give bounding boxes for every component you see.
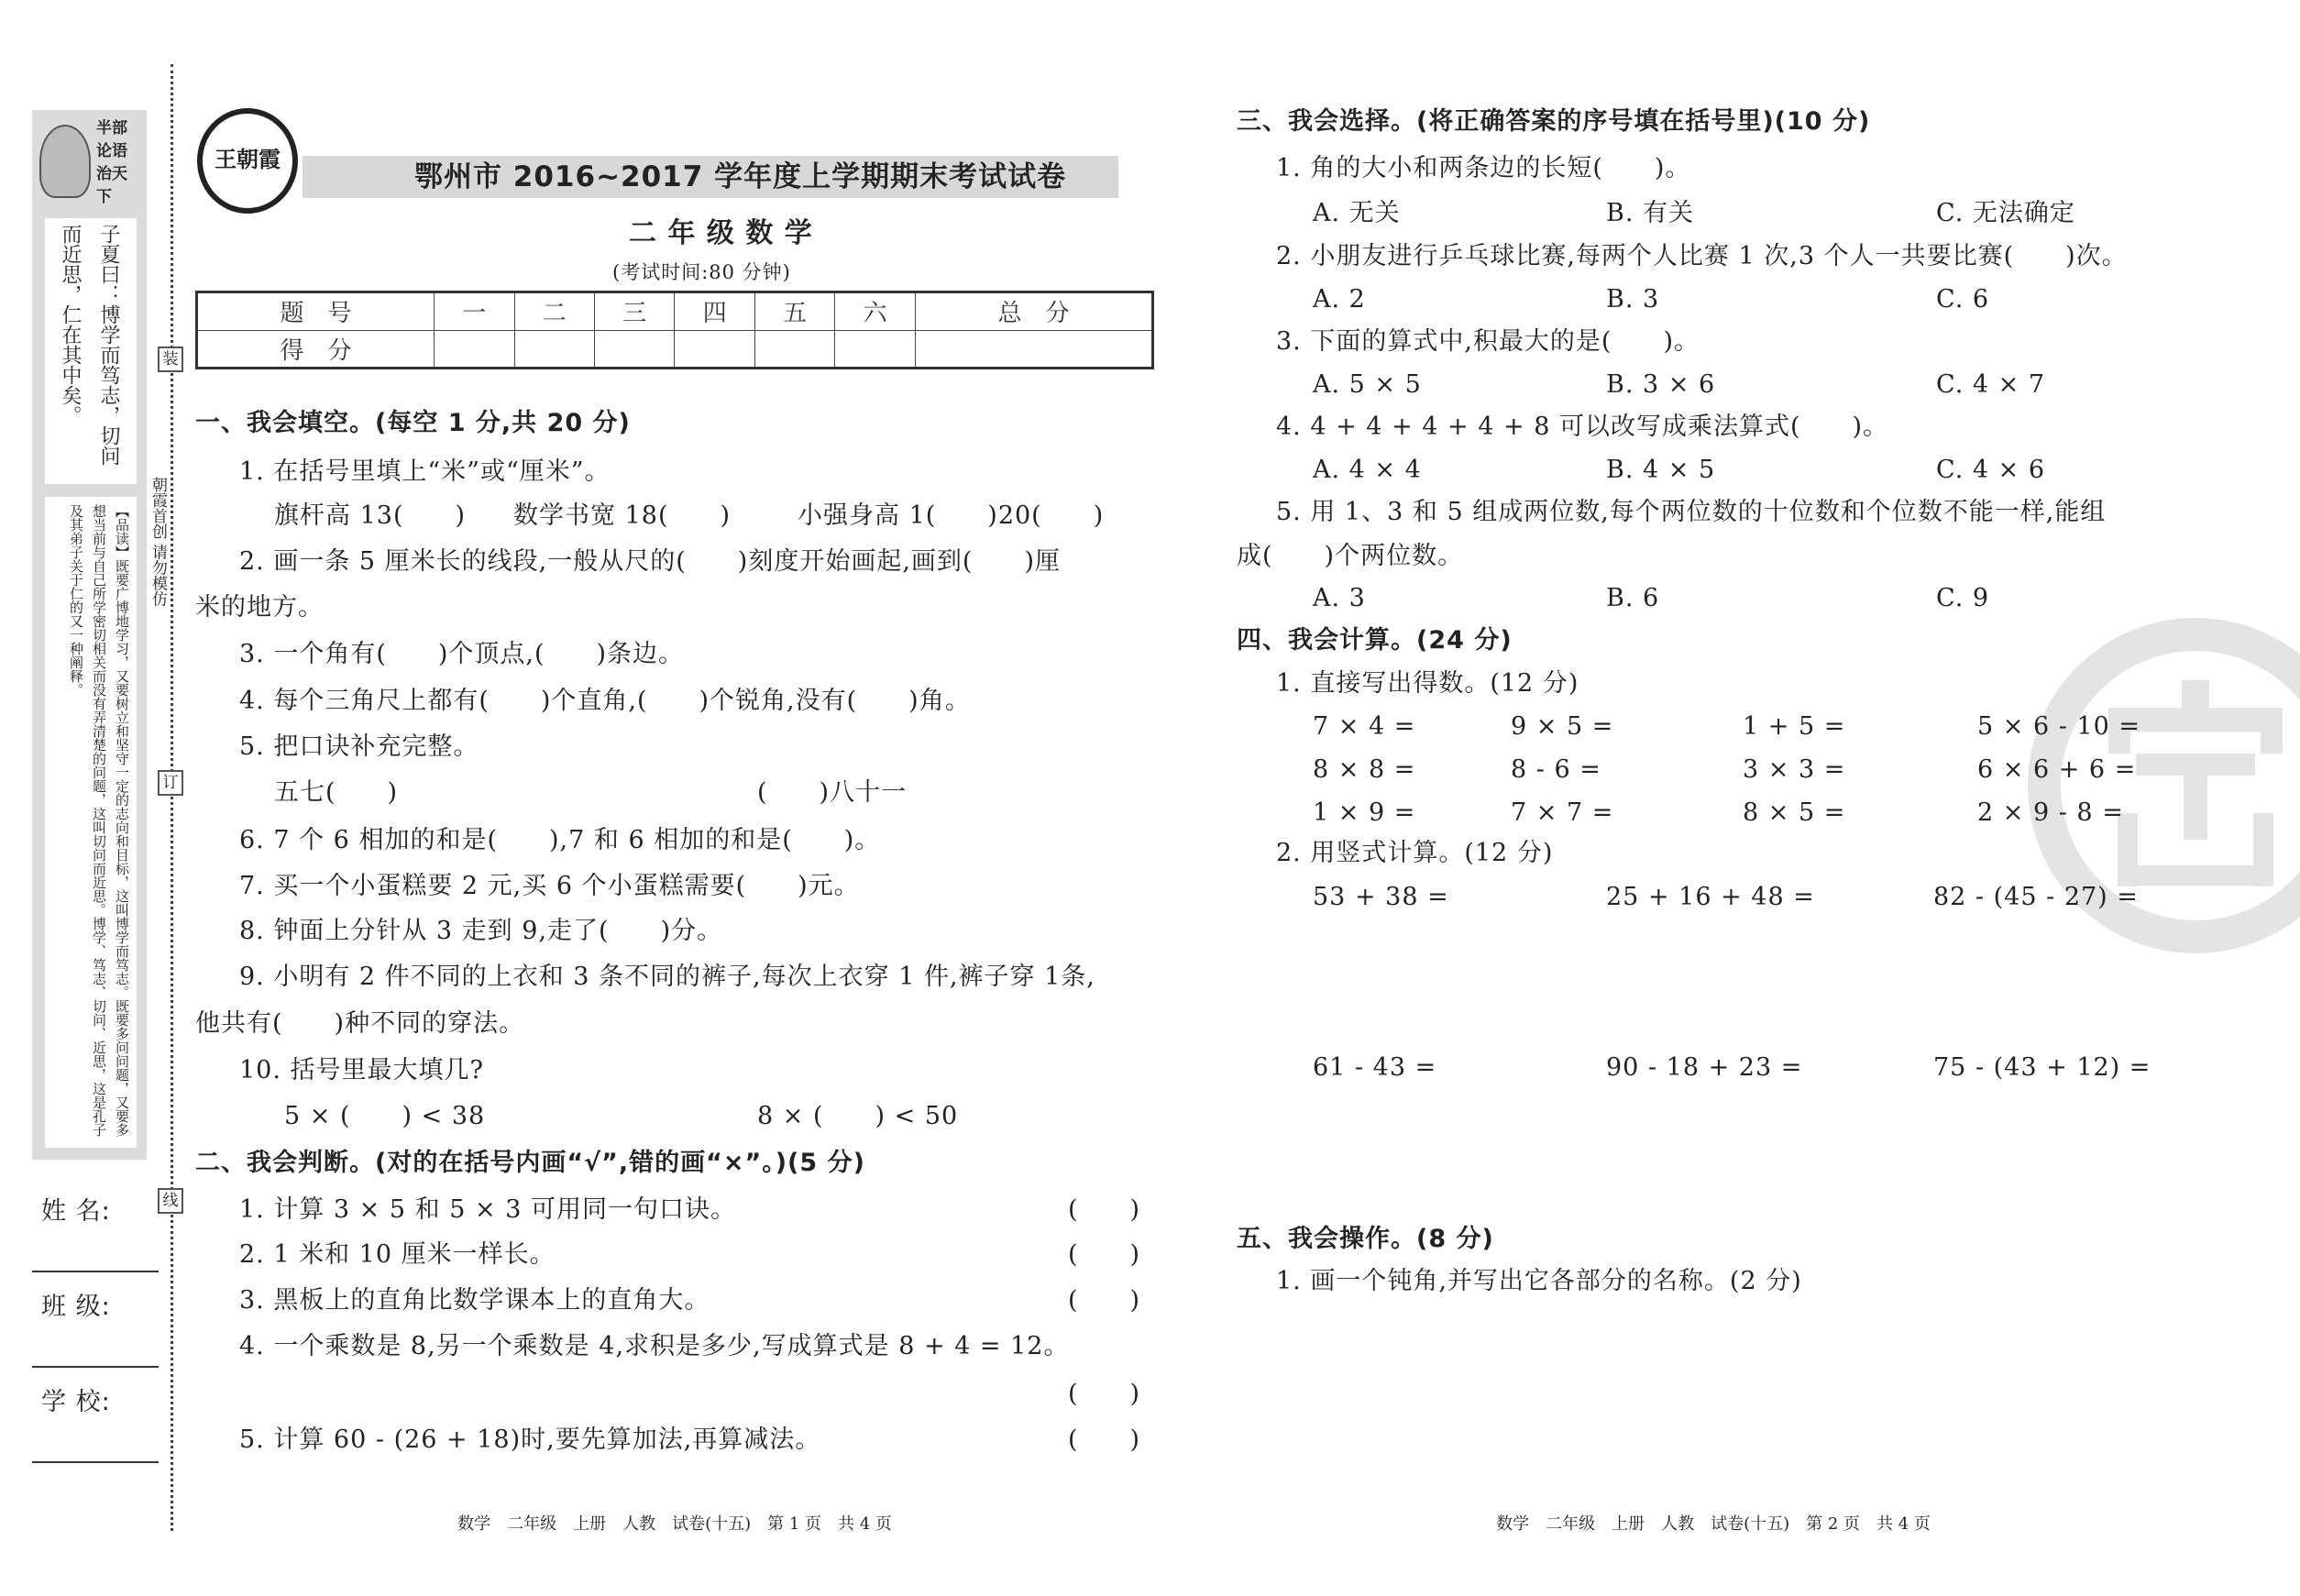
question: 3. 一个角有( )个顶点,( )条边。 xyxy=(239,640,685,668)
score-cell[interactable] xyxy=(835,330,915,369)
question: 1. 画一个钝角,并写出它各部分的名称。(2 分) xyxy=(1276,1267,1802,1295)
question: 8 × ( ) < 50 xyxy=(757,1102,959,1130)
name-field[interactable] xyxy=(32,1271,159,1272)
score-cell[interactable] xyxy=(435,330,514,369)
question: 1. 在括号里填上“米”或“厘米”。 xyxy=(239,457,611,486)
calc-item: 61 - 43 = xyxy=(1313,1053,1437,1082)
table-header: 题 号 xyxy=(197,292,435,331)
table-header: 总 分 xyxy=(915,292,1152,331)
class-field[interactable] xyxy=(32,1366,159,1368)
exam-time: (考试时间:80 分钟) xyxy=(612,261,791,283)
choice-option: B. 4 × 5 xyxy=(1606,456,1716,484)
row-label: 得 分 xyxy=(197,330,435,369)
question: 5 × ( ) < 38 xyxy=(284,1102,486,1130)
choice-question: 2. 小朋友进行乒乓球比赛,每两个人比赛 1 次,3 个人一共要比赛( )次。 xyxy=(1276,242,2128,270)
sidebar-motto: 半部论语治天下 xyxy=(96,119,127,206)
question: 6. 7 个 6 相加的和是( ),7 和 6 相加的和是( )。 xyxy=(239,826,881,854)
judge-item: 5. 计算 60 - (26 + 18)时,要先算加法,再算减法。 xyxy=(239,1425,821,1454)
sidebar-commentary: 【品读】既要广博地学习，又要树立和坚守一定的志向和目标，这叫博学而笃志。既要多问问题，又要多想当前与自己所学密切相关而没有弄清楚的问题，这叫切问而近思。博学、笃志、切问、近思，这是孔子及其弟子关于仁的又一种阐释。 xyxy=(45,497,137,1148)
calc-item: 2 × 9 - 8 = xyxy=(1977,798,2124,827)
judge-item: 4. 一个乘数是 8,另一个乘数是 4,求积是多少,写成算式是 8 + 4 = 12。 xyxy=(239,1332,1070,1360)
calc-item: 8 × 5 = xyxy=(1743,798,1846,827)
subheading: 1. 直接写出得数。(12 分) xyxy=(1276,669,1579,698)
page-footer-left: 数学 二年级 上册 人教 试卷(十五) 第 1 页 共 4 页 xyxy=(457,1514,892,1534)
choice-question: 4. 4 + 4 + 4 + 4 + 8 可以改写成乘法算式( )。 xyxy=(1276,413,1889,441)
school-field[interactable] xyxy=(32,1461,159,1463)
question: 10. 括号里最大填几? xyxy=(239,1056,484,1084)
table-header: 二 xyxy=(514,292,594,331)
class-label: 班 级: xyxy=(41,1293,111,1321)
calc-item: 82 - (45 - 27) = xyxy=(1933,883,2139,911)
table-row xyxy=(197,292,1153,331)
subject-title: 二 年 级 数 学 xyxy=(629,217,813,249)
calc-item: 9 × 5 = xyxy=(1511,712,1614,741)
choice-option: C. 4 × 6 xyxy=(1936,456,2046,484)
choice-question: 1. 角的大小和两条边的长短( )。 xyxy=(1276,154,1691,182)
choice-option: C. 4 × 7 xyxy=(1936,370,2046,399)
question: 米的地方。 xyxy=(195,593,324,622)
judge-item: 2. 1 米和 10 厘米一样长。 xyxy=(239,1240,556,1269)
choice-option: A. 2 xyxy=(1313,285,1366,314)
question: ( )八十一 xyxy=(757,778,908,807)
exam-title: 鄂州市 2016~2017 学年度上学期期末考试试卷 xyxy=(414,160,1067,193)
score-cell[interactable] xyxy=(754,330,834,369)
binding-notice: 朝霞首创 请勿模仿 xyxy=(147,477,170,660)
question: 数学书宽 18( ) xyxy=(513,501,732,530)
section-2-title: 二、我会判断。(对的在括号内画“√”,错的画“×”。)(5 分) xyxy=(195,1149,865,1177)
binding-line xyxy=(171,64,173,1531)
section-3-title: 三、我会选择。(将正确答案的序号填在括号里)(10 分) xyxy=(1237,107,1871,136)
page-footer-right: 数学 二年级 上册 人教 试卷(十五) 第 2 页 共 4 页 xyxy=(1496,1514,1931,1534)
score-cell[interactable] xyxy=(514,330,594,369)
calc-item: 5 × 6 - 10 = xyxy=(1977,712,2140,741)
calc-item: 7 × 7 = xyxy=(1511,798,1614,827)
table-header: 一 xyxy=(435,292,514,331)
calc-item: 8 × 8 = xyxy=(1313,755,1416,784)
calc-item: 3 × 3 = xyxy=(1743,755,1846,784)
school-label: 学 校: xyxy=(41,1388,111,1416)
answer-paren[interactable]: ( ) xyxy=(1068,1286,1141,1315)
name-label: 姓 名: xyxy=(41,1197,111,1226)
score-cell[interactable] xyxy=(595,330,675,369)
question: 9. 小明有 2 件不同的上衣和 3 条不同的裤子,每次上衣穿 1 件,裤子穿 1条, xyxy=(239,963,1095,991)
calc-item: 8 - 6 = xyxy=(1511,755,1601,784)
cartoon-icon xyxy=(39,125,91,198)
choice-option: C. 无法确定 xyxy=(1936,199,2075,227)
calc-item: 90 - 18 + 23 = xyxy=(1606,1053,1803,1082)
binding-mark: 订 xyxy=(158,770,183,796)
choice-option: A. 4 × 4 xyxy=(1313,456,1422,484)
question: 8. 钟面上分针从 3 走到 9,走了( )分。 xyxy=(239,917,723,945)
question: 2. 画一条 5 厘米长的线段,一般从尺的( )刻度开始画起,画到( )厘 xyxy=(239,547,1061,576)
question: 5. 把口诀补充完整。 xyxy=(239,732,479,761)
section-5-title: 五、我会操作。(8 分) xyxy=(1237,1225,1494,1253)
choice-question: 3. 下面的算式中,积最大的是( )。 xyxy=(1276,327,1700,356)
table-header: 六 xyxy=(835,292,915,331)
calc-item: 25 + 16 + 48 = xyxy=(1606,883,1815,911)
table-header: 三 xyxy=(595,292,675,331)
table-header: 四 xyxy=(675,292,754,331)
choice-option: A. 3 xyxy=(1313,584,1366,612)
calc-item: 1 × 9 = xyxy=(1313,798,1416,827)
binding-mark: 线 xyxy=(158,1188,183,1214)
binding-mark: 装 xyxy=(158,347,183,372)
question: 他共有( )种不同的穿法。 xyxy=(195,1009,525,1038)
choice-option: A. 无关 xyxy=(1313,199,1401,227)
choice-question: 5. 用 1、3 和 5 组成两位数,每个两位数的十位数和个位数不能一样,能组 xyxy=(1276,498,2107,526)
question: 7. 买一个小蛋糕要 2 元,买 6 个小蛋糕需要( )元。 xyxy=(239,872,860,900)
judge-item: 1. 计算 3 × 5 和 5 × 3 可用同一句口诀。 xyxy=(239,1195,736,1224)
score-cell[interactable] xyxy=(915,330,1152,369)
sidebar-panel xyxy=(32,110,147,1160)
choice-option: C. 9 xyxy=(1936,584,1990,612)
question: 旗杆高 13( ) xyxy=(274,501,467,530)
choice-option: C. 6 xyxy=(1936,285,1990,314)
choice-option: A. 5 × 5 xyxy=(1313,370,1422,399)
choice-option: B. 3 × 6 xyxy=(1606,370,1716,399)
score-cell[interactable] xyxy=(675,330,754,369)
choice-option: B. 有关 xyxy=(1606,199,1695,227)
choice-option: B. 3 xyxy=(1606,285,1660,314)
calc-item: 75 - (43 + 12) = xyxy=(1933,1053,2151,1082)
table-row xyxy=(197,330,1153,369)
choice-question: 成( )个两位数。 xyxy=(1237,542,1464,570)
answer-paren[interactable]: ( ) xyxy=(1068,1240,1141,1269)
judge-item: 3. 黑板上的直角比数学课本上的直角大。 xyxy=(239,1286,710,1315)
subheading: 2. 用竖式计算。(12 分) xyxy=(1276,839,1554,867)
question: 小强身高 1( )20( ) xyxy=(798,501,1105,530)
table-header: 五 xyxy=(754,292,834,331)
sidebar-quote: 子夏曰：博学而笃志，切问而近思，仁在其中矣。 xyxy=(45,218,137,484)
logo-text: 王朝霞 xyxy=(215,146,281,172)
question: 4. 每个三角尺上都有( )个直角,( )个锐角,没有( )角。 xyxy=(239,687,971,715)
calc-item: 1 + 5 = xyxy=(1743,712,1846,741)
calc-item: 6 × 6 + 6 = xyxy=(1977,755,2137,784)
answer-paren[interactable]: ( ) xyxy=(1068,1425,1141,1454)
answer-paren[interactable]: ( ) xyxy=(1068,1195,1141,1224)
calc-item: 53 + 38 = xyxy=(1313,883,1449,911)
section-1-title: 一、我会填空。(每空 1 分,共 20 分) xyxy=(195,409,631,437)
calc-item: 7 × 4 = xyxy=(1313,712,1416,741)
choice-option: B. 6 xyxy=(1606,584,1660,612)
score-table xyxy=(195,291,1154,369)
logo xyxy=(197,108,298,214)
answer-paren[interactable]: ( ) xyxy=(1068,1380,1141,1408)
question: 五七( ) xyxy=(274,778,399,807)
section-4-title: 四、我会计算。(24 分) xyxy=(1237,626,1513,655)
